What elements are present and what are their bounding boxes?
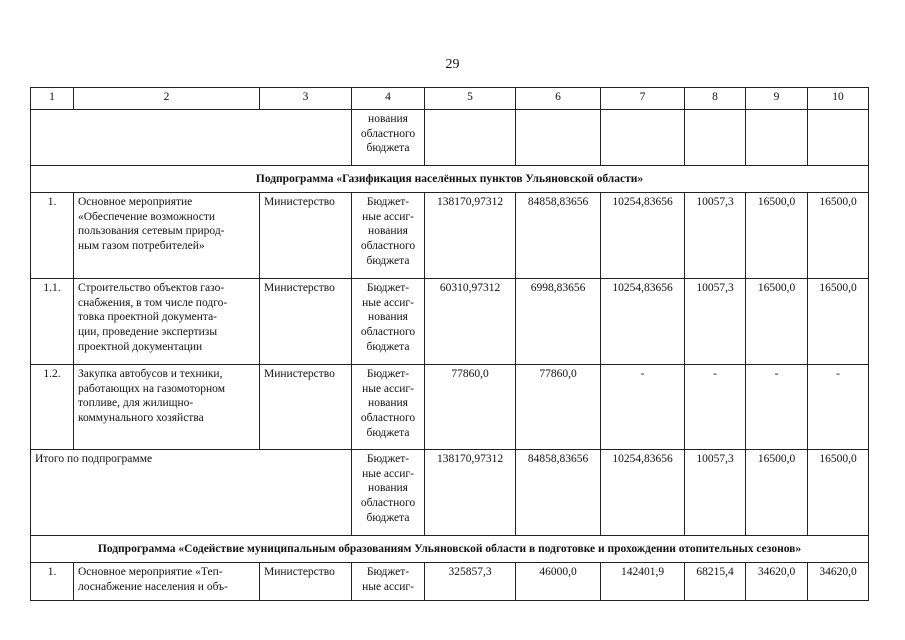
empty-cell — [516, 110, 601, 166]
funding-source-line: бюджета — [366, 142, 410, 155]
table-row — [31, 193, 869, 279]
table-row — [31, 279, 869, 365]
activity-name-line: пользования сетевым природ- — [78, 225, 225, 238]
value-cell: 16500,0 — [808, 450, 869, 536]
row-number: 1.2. — [31, 365, 74, 450]
activity-name-line: товка проектной документа- — [78, 311, 217, 324]
total-label: Итого по подпрограмме — [31, 450, 352, 536]
activity-name-line: Основное мероприятие — [78, 196, 193, 208]
table-row — [31, 365, 869, 450]
funding-source-line: областного — [360, 240, 416, 253]
responsible-executor: Министерство — [260, 365, 352, 450]
value-cell: 10254,83656 — [601, 279, 685, 365]
header-cell: 3 — [260, 88, 352, 110]
funding-source-line: бюджета — [366, 511, 410, 524]
value-cell: 16500,0 — [746, 193, 808, 279]
row-number: 1. — [31, 193, 74, 279]
funding-source-line: нования — [368, 397, 408, 410]
activity-name-line: работающих на газомоторном — [78, 382, 225, 395]
page-number: 29 — [445, 57, 460, 72]
empty-cell — [746, 110, 808, 166]
activity-name-line: топливе, для жилищно- — [78, 397, 194, 410]
funding-source-line: Бюджет- — [366, 566, 410, 578]
funding-source-cell — [352, 563, 425, 601]
header-cell: 7 — [601, 88, 685, 110]
activity-name-line: ным газом потребителей» — [78, 240, 205, 253]
value-cell: 84858,83656 — [516, 193, 601, 279]
value-cell: 325857,3 — [425, 563, 516, 601]
row-number: 1.1. — [31, 279, 74, 365]
value-cell: 34620,0 — [808, 563, 869, 601]
header-cell: 1 — [31, 88, 74, 110]
header-cell: 2 — [74, 88, 260, 110]
value-cell: 10254,83656 — [601, 193, 685, 279]
responsible-executor: Министерство — [260, 563, 352, 601]
funding-source-line: ные ассиг- — [362, 580, 414, 593]
value-cell: 16500,0 — [746, 450, 808, 536]
funding-source-line: бюджета — [366, 426, 410, 439]
header-cell: 10 — [808, 88, 869, 110]
funding-source-line: бюджета — [366, 254, 410, 267]
funding-source-line: нования — [368, 482, 408, 495]
subprogram-title: Подпрограмма «Газификация населённых пунктов Ульяновской области» — [31, 166, 869, 193]
funding-source-line: ные ассиг- — [362, 467, 414, 480]
funding-source-line: областного — [360, 412, 416, 425]
value-cell: 10057,3 — [685, 193, 746, 279]
activity-name-line: Закупка автобусов и техники, — [78, 368, 223, 380]
funding-source-line: нования — [368, 311, 408, 324]
funding-source-line: областного — [360, 497, 416, 510]
value-cell: 77860,0 — [516, 365, 601, 450]
subprogram-title: Подпрограмма «Содействие муниципальным образованиям Ульяновской области в подготовке и прохождении отопительных сезонов» — [31, 536, 869, 563]
header-cell: 6 — [516, 88, 601, 110]
value-cell: 142401,9 — [601, 563, 685, 601]
total-row — [31, 450, 869, 536]
activity-name — [74, 193, 260, 279]
funding-source-line: Бюджет- — [366, 282, 410, 294]
funding-source-cell — [352, 193, 425, 279]
activity-name — [74, 279, 260, 365]
activity-name-line: ции, проведение экспертизы — [78, 326, 218, 339]
empty-cell — [601, 110, 685, 166]
subprogram-title-row — [31, 166, 869, 193]
value-cell: - — [808, 365, 869, 450]
header-cell: 9 — [746, 88, 808, 110]
value-cell: 138170,97312 — [425, 450, 516, 536]
value-cell: 68215,4 — [685, 563, 746, 601]
activity-name-line: проектной документации — [78, 340, 203, 353]
activity-name-line: «Обеспечение возможности — [78, 210, 216, 223]
funding-source-line: областного — [360, 127, 416, 140]
responsible-executor: Министерство — [260, 193, 352, 279]
empty-cell — [808, 110, 869, 166]
funding-source-line: нования — [368, 225, 408, 238]
activity-name-line: коммунального хозяйства — [78, 412, 204, 425]
subprogram-title-row — [31, 536, 869, 563]
budget-table — [30, 87, 869, 601]
value-cell: 6998,83656 — [516, 279, 601, 365]
funding-source-line: ные ассиг- — [362, 382, 414, 395]
header-cell: 8 — [685, 88, 746, 110]
responsible-executor: Министерство — [260, 279, 352, 365]
value-cell: - — [685, 365, 746, 450]
value-cell: 138170,97312 — [425, 193, 516, 279]
activity-name-line: лоснабжение населения и объ- — [78, 580, 228, 593]
empty-cell — [31, 110, 352, 166]
funding-source-cell — [352, 450, 425, 536]
funding-source-line: бюджета — [366, 340, 410, 353]
value-cell: 77860,0 — [425, 365, 516, 450]
funding-source-line: ные ассиг- — [362, 210, 414, 223]
funding-source-line: Бюджет- — [366, 196, 410, 208]
value-cell: 84858,83656 — [516, 450, 601, 536]
funding-source-line: Бюджет- — [366, 453, 410, 465]
funding-source-line: Бюджет- — [366, 368, 410, 380]
value-cell: 10057,3 — [685, 450, 746, 536]
value-cell: 16500,0 — [746, 279, 808, 365]
empty-cell — [685, 110, 746, 166]
activity-name-line: Основное мероприятие «Теп- — [78, 566, 223, 578]
value-cell: 16500,0 — [808, 193, 869, 279]
activity-name-line: снабжения, в том числе подго- — [78, 296, 228, 309]
funding-source-cell — [352, 279, 425, 365]
value-cell: 60310,97312 — [425, 279, 516, 365]
value-cell: 16500,0 — [808, 279, 869, 365]
header-cell: 5 — [425, 88, 516, 110]
activity-name — [74, 365, 260, 450]
funding-source-cell — [352, 365, 425, 450]
funding-source-line: областного — [360, 326, 416, 339]
header-row — [31, 88, 869, 110]
funding-source-line: ные ассиг- — [362, 296, 414, 309]
table-row — [31, 563, 869, 601]
funding-source-line: нования — [368, 113, 408, 125]
value-cell: 34620,0 — [746, 563, 808, 601]
value-cell: 10057,3 — [685, 279, 746, 365]
empty-cell — [425, 110, 516, 166]
row-number: 1. — [31, 563, 74, 601]
value-cell: - — [601, 365, 685, 450]
value-cell: - — [746, 365, 808, 450]
value-cell: 46000,0 — [516, 563, 601, 601]
funding-source-cell — [352, 110, 425, 166]
header-cell: 4 — [352, 88, 425, 110]
activity-name-line: Строительство объектов газо- — [78, 282, 225, 294]
value-cell: 10254,83656 — [601, 450, 685, 536]
continuation-row — [31, 110, 869, 166]
activity-name — [74, 563, 260, 601]
